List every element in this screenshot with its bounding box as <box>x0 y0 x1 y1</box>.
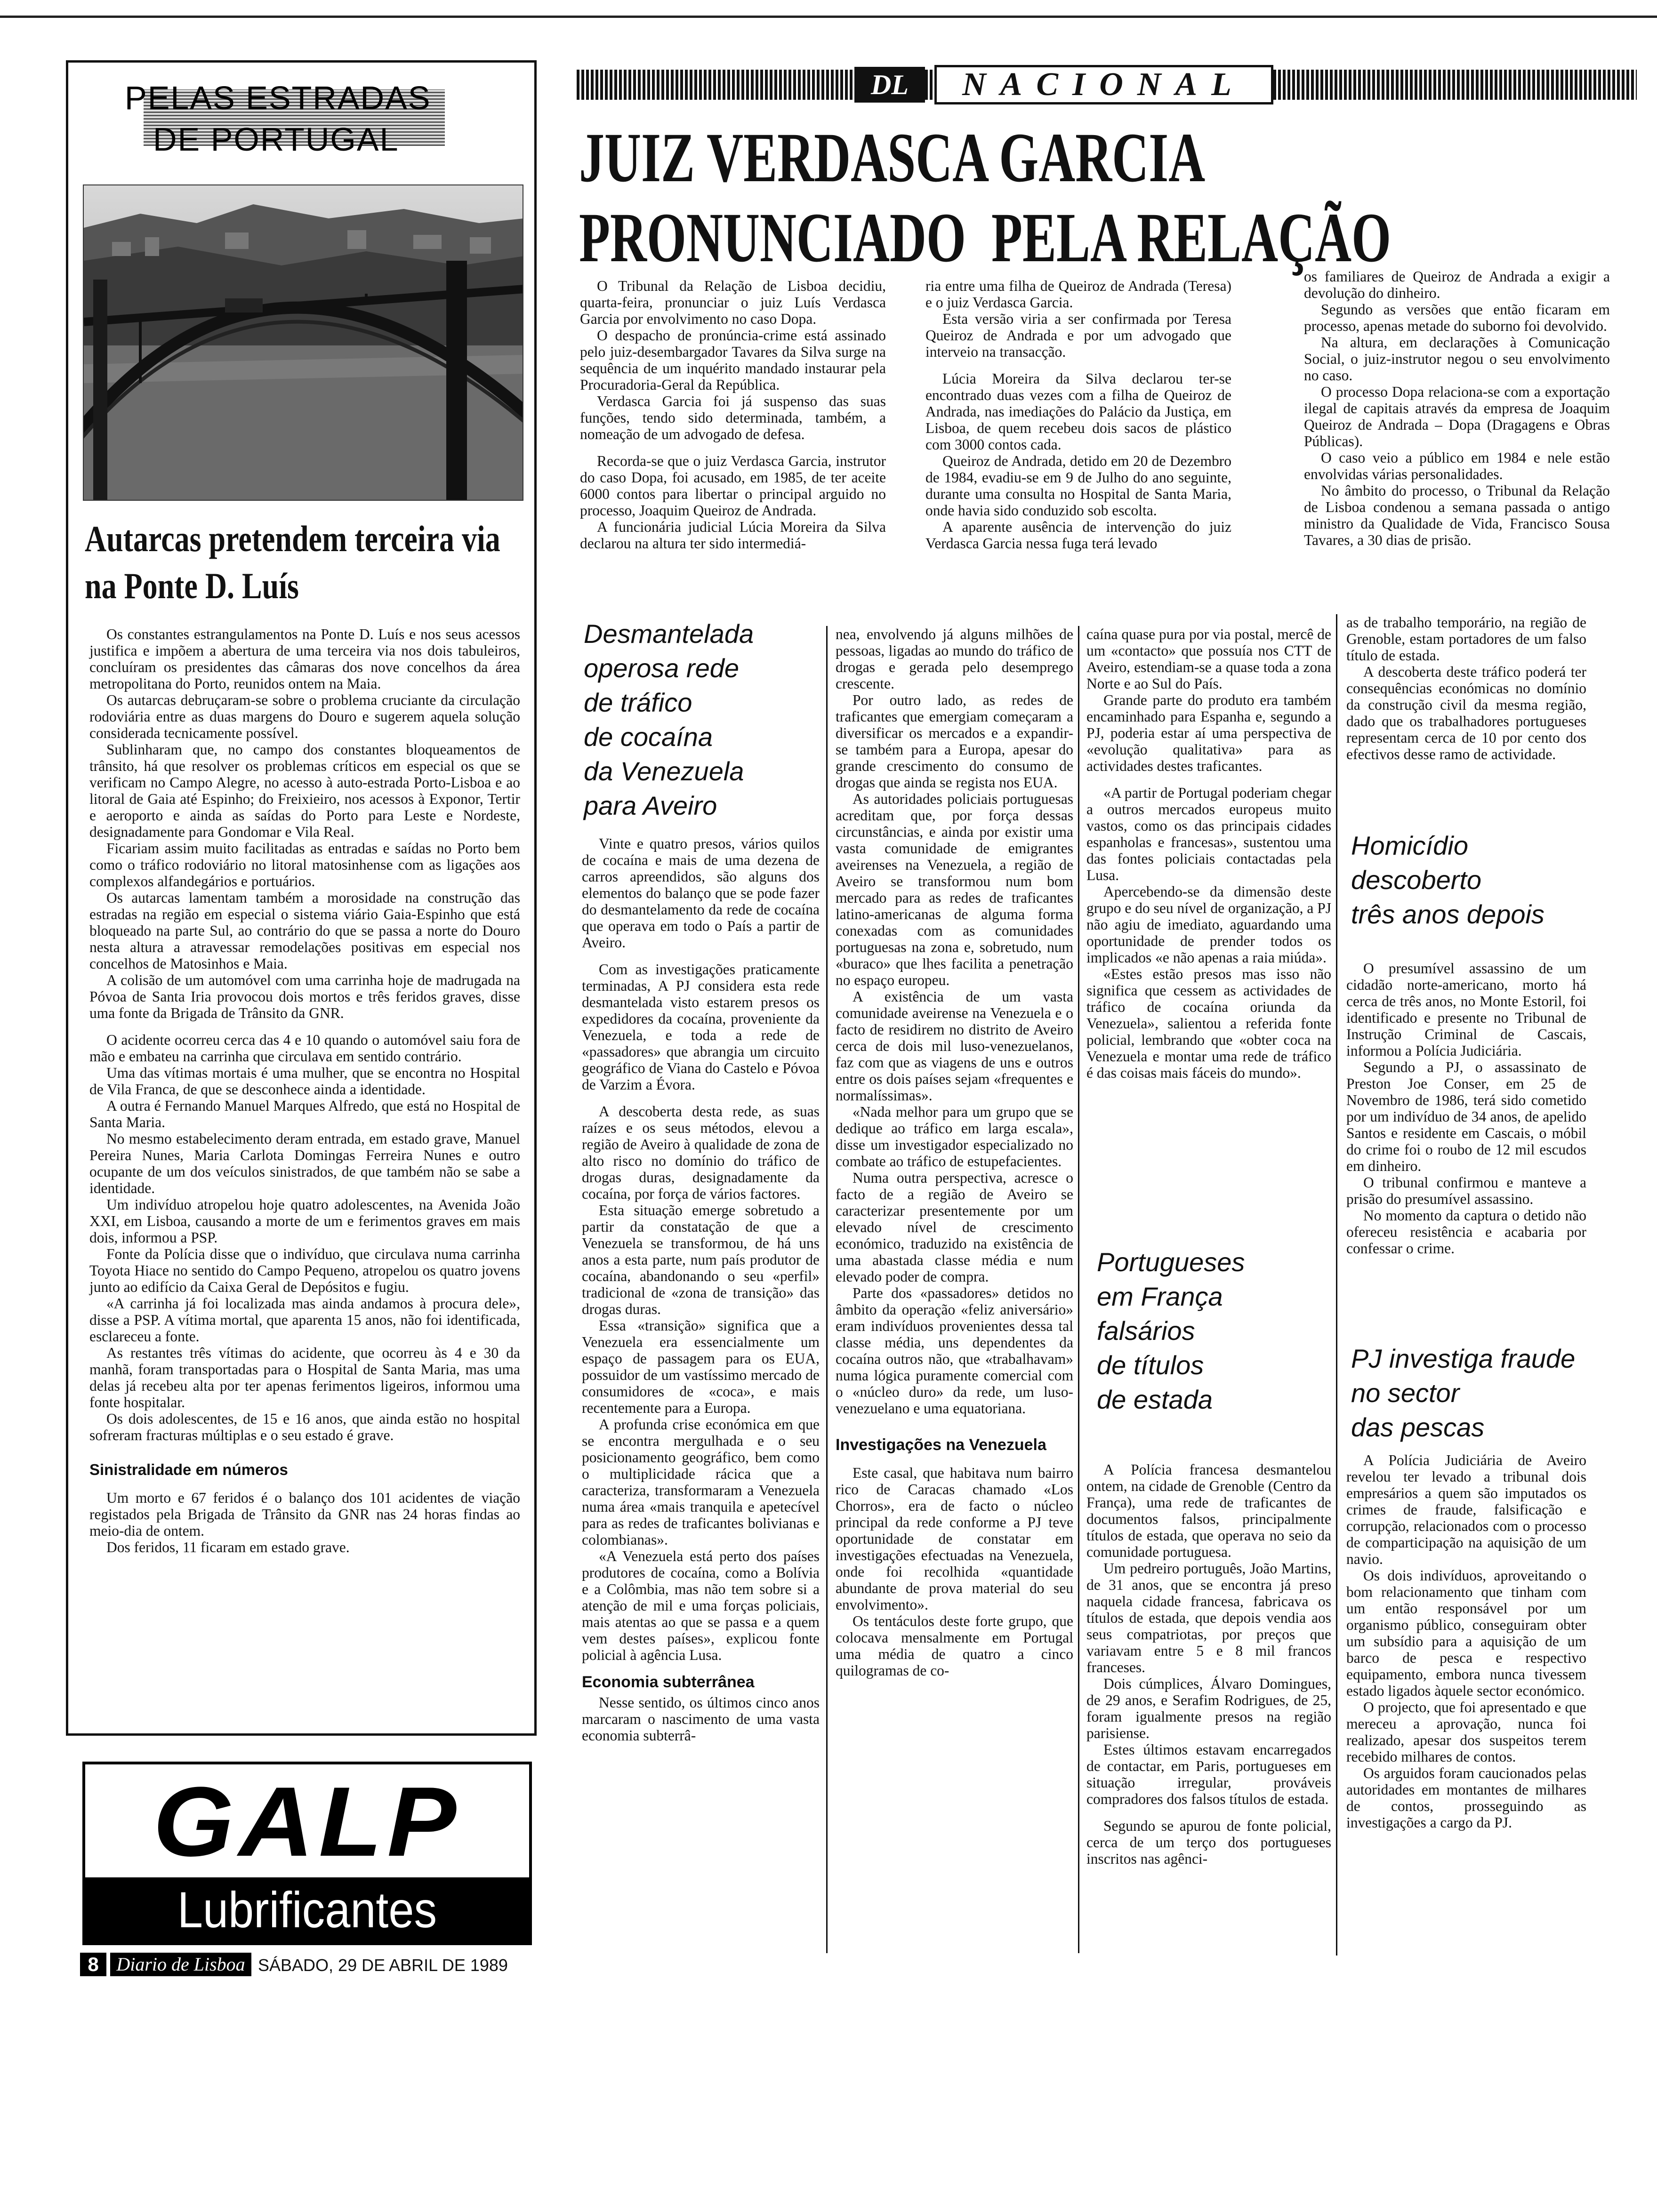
paragraph: A descoberta desta rede, as suas raízes e os seus métodos, elevou a região de Aveiro à qualidade de zona de alto risco no domínio do tráfico de drogas duras, designadamente da cocaína, por força de vários factores. <box>582 1103 820 1202</box>
paragraph: Dos feridos, 11 ficaram em estado grave. <box>106 1539 350 1555</box>
france-headline-line: de estada <box>1097 1385 1213 1414</box>
footer <box>80 1952 645 1980</box>
paragraph: A aparente ausência de intervenção do juiz Verdasca Garcia nessa fuga terá levado <box>925 519 1231 552</box>
paragraph: Por outro lado, as redes de traficantes que emergiam começaram a diversificar os mercados e a expandir-se também para a Europa, apesar do grande crescimento do consumo de drogas que ainda se regista nos EUA. <box>836 692 1073 791</box>
paragraph: A Polícia Judiciária de Aveiro revelou ter levado a tribunal dois empresários a quem são imputados os crimes de fraude, falsificação e corrupção, relacionados com o processo de comparticipação na aquisição de um navio. <box>1346 1452 1586 1567</box>
paragraph: nea, envolvendo já alguns milhões de pessoas, ligadas ao mundo do tráfico de drogas e gerada pelo desemprego crescente. <box>836 626 1073 692</box>
france-story-continued <box>1346 614 1586 762</box>
main-headline <box>579 118 1392 278</box>
drug-headline-line: operosa rede <box>584 653 740 683</box>
paragraph: Esta situação emerge sobretudo a partir da constatação de que a Venezuela se transformou, de há uns anos a esta parte, num país produtor de cocaína, abandonando o seu «perfil» tradicional de «zona de transição» das drogas duras. <box>582 1202 820 1317</box>
left-article-body <box>89 626 520 1555</box>
paragraph: As autoridades policiais portuguesas acreditam que, por força dessas circunstâncias, e ainda por existir uma vasta comunidade de emigrantes aveirenses na Venezuela, a região de Aveiro se transformou num bom mercado para as redes de traficantes latino-americanas de alguma forma conexadas com as comunidades portuguesas na zona e, sobretudo, num «buraco» que lhes facilita a penetração no espaço europeu. <box>836 791 1073 988</box>
drug-story-col1 <box>582 835 820 1744</box>
paragraph: Uma das vítimas mortais é uma mulher, que se encontra no Hospital de Vila Franca, de que se desconhece ainda a identidade. <box>89 1065 520 1098</box>
homicide-headline-line: descoberto <box>1351 865 1482 895</box>
paragraph: Recorda-se que o juiz Verdasca Garcia, instrutor do caso Dopa, foi acusado, em 1985, de ter aceite 6000 contos para libertar o principal arguido no processo, Joaquim Queiroz de Andrada. <box>580 453 886 519</box>
fraud-headline-line: no sector <box>1351 1378 1460 1408</box>
paragraph: os familiares de Queiroz de Andrada a exigir a devolução do dinheiro. <box>1304 268 1610 301</box>
paragraph: Dois cúmplices, Álvaro Domingues, de 29 anos, e Serafim Rodrigues, de 25, foram igualmente presos na região parisiense. <box>1086 1675 1331 1741</box>
paragraph: Lúcia Moreira da Silva declarou ter-se encontrado duas vezes com a filha de Queiroz de Andrada, nas imediações do Palácio da Justiça, em Lisboa, de quem recebeu dois sacos de plástico com 3000 contos cada. <box>925 370 1231 453</box>
issue-date: SÁBADO, 29 DE ABRIL DE 1989 <box>258 1956 508 1975</box>
drug-story-col3 <box>1086 626 1331 1081</box>
paragraph: No âmbito do processo, o Tribunal da Relação de Lisboa condenou a semana passada o antigo ministro da Qualidade de Vida, Francisco Sousa Tavares, a 30 dias de prisão. <box>1304 482 1610 548</box>
homicide-headline-line: três anos depois <box>1351 899 1544 929</box>
paragraph: As restantes três vítimas do acidente, que ocorreu às 4 e 30 da manhã, foram transportadas para o Hospital de Santa Maria, mas uma delas já recebeu alta por ter apenas ferimentos ligeiros, informou uma fonte hospitalar. <box>89 1345 520 1411</box>
paragraph: Este casal, que habitava num bairro rico de Caracas chamado «Los Chorros», era de facto o núcleo principal da rede conforme a PJ teve oportunidade de constatar em investigações efectuadas na Venezuela, onde foi recolhida «quantidade abundante de prova material do seu envolvimento». <box>836 1465 1073 1613</box>
paragraph: O acidente ocorreu cerca das 4 e 10 quando o automóvel saiu fora de mão e embateu na carrinha que circulava em sentido contrário. <box>89 1032 520 1065</box>
homicide-story-body <box>1346 960 1586 1257</box>
fraud-story-body <box>1346 1452 1586 1831</box>
paragraph: Os tentáculos deste forte grupo, que colocava mensalmente em Portugal uma média de quatro a cinco quilogramas de co- <box>836 1613 1073 1679</box>
page-top-edge <box>0 0 1657 18</box>
fraud-headline-line: PJ investiga fraude <box>1351 1344 1576 1373</box>
paragraph: Estes últimos estavam encarregados de contactar, em Paris, portugueses em situação irregular, prováveis compradores dos falsos títulos de estada. <box>1086 1741 1331 1807</box>
paragraph: Sublinharam que, no campo dos constantes bloqueamentos de trânsito, há que resolver os problemas críticos em especial os que se verificam no Campo Alegre, no acesso à auto-estrada Porto-Lisboa e ao litoral de Gaia até Espinho; do Freixieiro, nos acessos à Exponor, Tertir e aeroporto e ainda as saídas do Porto para Leste e Nordeste, designadamente para Gondomar e Vila Real. <box>89 741 520 840</box>
france-headline-line: em França <box>1097 1282 1223 1311</box>
paragraph: A funcionária judicial Lúcia Moreira da Silva declarou na altura ter sido intermediá- <box>580 519 886 552</box>
subhead: Sinistralidade em números <box>89 1461 288 1478</box>
left-headline: Autarcas pretendem terceira via na Ponte D. Luís <box>85 518 500 606</box>
main-headline-line1: JUIZ VERDASCA GARCIA <box>579 119 1206 197</box>
france-story-headline <box>1097 1245 1332 1417</box>
paragraph: Os autarcas debruçaram-se sobre o problema cruciante da circulação rodoviária entre as duas margens do Douro e sugerem aquela solução considerada tecnicamente possível. <box>89 692 520 741</box>
dl-logo: DL <box>871 69 909 100</box>
galp-logo: GALP <box>153 1766 461 1877</box>
paragraph: Segundo a PJ, o assassinato de Preston Joe Conser, em 25 de Novembro de 1986, terá sido cometido por um indivíduo de 34 anos, de apelido Santos e residente em Cascais, o móbil do crime foi o roubo de 12 mil escudos em dinheiro. <box>1346 1059 1586 1174</box>
paragraph: Segundo as versões que então ficaram em processo, apenas metade do suborno foi devolvido. <box>1304 301 1610 334</box>
paragraph: «A Venezuela está perto dos países produtores de cocaína, como a Bolívia e a Colômbia, mas não tem sobre si a atenção de mil e uma forças policiais, mais atentas ao que se passa e a quem vem destes países», explicou fonte policial à agência Lusa. <box>582 1548 820 1663</box>
paragraph: A outra é Fernando Manuel Marques Alfredo, que está no Hospital de Santa Maria. <box>89 1098 520 1130</box>
paragraph: Os dois indivíduos, aproveitando o bom relacionamento que tinham com um então responsável por um organismo público, conseguiram obter um subsídio para a aquisição de um barco de pesca e respectivo equipamento, embora nunca tivessem estado ligados àquele sector económico. <box>1346 1567 1586 1699</box>
feature-title-line1: PELAS ESTRADAS <box>125 80 431 116</box>
bridge-photo <box>83 184 523 501</box>
bridge-photo-illustration <box>84 185 523 501</box>
homicide-headline <box>1351 828 1596 931</box>
paragraph: Apercebendo-se da dimensão deste grupo e do seu nível de organização, a PJ não agiu de imediato, aguardando uma oportunidade de prender todos os implicados «e não apenas a raia miúda». <box>1086 883 1331 966</box>
drug-headline-line: de cocaína <box>584 722 713 752</box>
paragraph: ria entre uma filha de Queiroz de Andrada (Teresa) e o juiz Verdasca Garcia. <box>925 278 1231 311</box>
paragraph: Nesse sentido, os últimos cinco anos marcaram o nascimento de uma vasta economia subterrâ- <box>582 1694 820 1744</box>
paragraph: «A carrinha já foi localizada mas ainda andamos à procura dele», disse a PSP. A vítima mortal, que aparenta 15 anos, não foi identificada, esclareceu a fonte. <box>89 1295 520 1345</box>
masthead: Diario de Lisboa <box>116 1954 245 1975</box>
france-story-body <box>1086 1461 1331 1867</box>
homicide-headline-line: Homicídio <box>1351 831 1468 860</box>
drug-headline-line: de tráfico <box>584 688 692 717</box>
main-story-col1 <box>580 278 886 552</box>
paragraph: Ficariam assim muito facilitadas as entradas e saídas no Porto bem como o tráfico rodoviário no litoral matosinhense com as ligações aos complexos alfandegários e portuários. <box>89 840 520 890</box>
main-headline-line2: PRONUNCIADO PELA RELAÇÃO <box>579 199 1392 277</box>
france-headline-line: de títulos <box>1097 1350 1204 1380</box>
drug-story-col2 <box>836 626 1073 1679</box>
paragraph: Verdasca Garcia foi já suspenso das suas funções, tendo sido determinada, também, a nomeação de um advogado de defesa. <box>580 393 886 442</box>
paragraph: Os autarcas lamentam também a morosidade na construção das estradas na região em especial o sistema viário Gaia-Espinho que está bloqueado na parte Sul, ao contrário do que se passa a norte do Douro nesta altura a atravessar remodelações positivas em especial nos concelhos de Matosinhos e Maia. <box>89 890 520 972</box>
paragraph: Com as investigações praticamente terminadas, A PJ considera esta rede desmantelada visto estarem presos os expedidores da cocaína, proveniente da Venezuela, e toda a rede de «passadores» que abrangia um circuito geográfico de Viana do Castelo e Póvoa de Varzim a Évora. <box>582 961 820 1093</box>
paragraph: O caso veio a público em 1984 e nele estão envolvidas várias personalidades. <box>1304 449 1610 482</box>
column-rule <box>1078 626 1079 1953</box>
fraud-headline-line: das pescas <box>1351 1412 1485 1442</box>
paragraph: Esta versão viria a ser confirmada por Teresa Queiroz de Andrada e por um advogado que interveio na transacção. <box>925 311 1231 360</box>
paragraph: Parte dos «passadores» detidos no âmbito da operação «feliz aniversário» eram indivíduos provenientes dessa tal classe média, uns dependentes da cocaína outros não, que «trabalhavam» numa lógica puramente comercial com o «núcleo duro» da rede, um luso-venezuelano e uma equatoriana. <box>836 1285 1073 1417</box>
feature-title-line2: DE PORTUGAL <box>153 121 399 158</box>
paragraph: Um morto e 67 feridos é o balanço dos 101 acidentes de viação registados pela Brigada de Trânsito da GNR nas 24 horas findas ao meio-dia de ontem. <box>89 1490 520 1539</box>
section-name: NACIONAL <box>962 66 1246 103</box>
main-story-col2 <box>925 278 1231 552</box>
subhead: Economia subterrânea <box>582 1673 755 1691</box>
paragraph: Numa outra perspectiva, acresce o facto de a região de Aveiro se caracterizar presentemente por um elevado nível de crescimento económico, traduzido na existência de uma abastada classe média e num elevado poder de compra. <box>836 1170 1073 1285</box>
drug-headline-line: para Aveiro <box>584 791 717 820</box>
paragraph: Grande parte do produto era também encaminhado para Espanha e, segundo a PJ, poderia estar aí uma perspectiva de «evolução qualitativa» para as actividades destes traficantes. <box>1086 692 1331 774</box>
column-rule <box>1336 614 1337 1956</box>
paragraph: Essa «transição» significa que a Venezuela era essencialmente um espaço de passagem para os EUA, possuidor de um vastíssimo mercado de consumidores de «coca», e mais recentemente para a Europa. <box>582 1317 820 1416</box>
paragraph: No mesmo estabelecimento deram entrada, em estado grave, Manuel Pereira Nunes, Maria Carlota Domingas Ferreira Nunes e outro ocupante de um dos veículos sinistrados, de que também não se sabe a identidade. <box>89 1130 520 1196</box>
paragraph: A existência de um vasta comunidade aveirense na Venezuela e o facto de residirem no distrito de Aveiro cerca de dois mil luso-venezuelanos, faz com que as viagens de uns e outros entre os dois países sejam «frequentes e normalíssimas». <box>836 988 1073 1104</box>
feature-title <box>115 75 492 169</box>
drug-story-headline <box>584 617 819 823</box>
paragraph: O despacho de pronúncia-crime está assinado pelo juiz-desembargador Tavares da Silva surge na sequência de um inquérito mandado instaurar pela Procuradoria-Geral da República. <box>580 327 886 393</box>
paragraph: O presumível assassino de um cidadão norte-americano, morto há cerca de três anos, no Monte Estoril, foi identificado e presente no Tribunal de Instrução Criminal de Cascais, informou a Polícia Judiciária. <box>1346 960 1586 1059</box>
paragraph: «A partir de Portugal poderiam chegar a outros mercados europeus muito vastos, como os das principais cidades espanholas e francesas», sustentou uma das fontes policiais contactadas pela Lusa. <box>1086 785 1331 883</box>
paragraph: A profunda crise económica em que se encontra mergulhada e o seu posicionamento geográfico, bem como o multiplicidade rácica que a caracteriza, transformaram a Venezuela numa área «mais tranquila e apetecível para as redes de traficantes bolivianas e colombianas». <box>582 1416 820 1548</box>
paragraph: Fonte da Polícia disse que o indivíduo, que circulava numa carrinha Toyota Hiace no sentido do Campo Pequeno, atropelou os quatro jovens junto ao edifício da Caixa Geral de Depósitos e fugiu. <box>89 1246 520 1295</box>
paragraph: A colisão de um automóvel com uma carrinha hoje de madrugada na Póvoa de Santa Iria provocou dois mortos e três feridos graves, disse uma fonte da Brigada de Trânsito da GNR. <box>89 972 520 1021</box>
paragraph: Segundo se apurou de fonte policial, cerca de um terço dos portugueses inscritos nas agênci- <box>1086 1818 1331 1867</box>
paragraph: «Nada melhor para um grupo que se dedique ao tráfico em larga escala», disse um investigador especializado no combate ao tráfico de estupefacientes. <box>836 1104 1073 1170</box>
drug-headline-line: da Venezuela <box>584 756 744 786</box>
subhead: Investigações na Venezuela <box>836 1436 1046 1454</box>
paragraph: Um indivíduo atropelou hoje quatro adolescentes, na Avenida João XXI, em Lisboa, causando a morte de um e ferimentos graves em mais dois, informou a PSP. <box>89 1196 520 1246</box>
paragraph: O tribunal confirmou e manteve a prisão do presumível assassino. <box>1346 1174 1586 1207</box>
section-banner <box>577 60 1637 107</box>
paragraph: caína quase pura por via postal, mercê de um «contacto» que possuía nos CTT de Aveiro, estendiam-se a quase toda a zona Norte e ao Sul do País. <box>1086 626 1331 692</box>
paragraph: Os dois adolescentes, de 15 e 16 anos, que ainda estão no hospital sofreram fracturas múltiplas e o seu estado é grave. <box>89 1411 520 1443</box>
paragraph: A descoberta deste tráfico poderá ter consequências económicas no domínio da construção civil da mesma região, dado que os trabalhadores portugueses representam cerca de 10 por cento dos efectivos desse ramo de actividade. <box>1346 664 1586 762</box>
paragraph: Vinte e quatro presos, vários quilos de cocaína e mais de uma dezena de carros apreendidos, são alguns dos elementos do balanço que se pode fazer do desmantelamento da rede de cocaína que operava em todo o País a partir de Aveiro. <box>582 835 820 951</box>
france-headline-line: falsários <box>1097 1316 1195 1346</box>
main-story-col3 <box>1304 268 1610 548</box>
galp-product: Lubrificantes <box>177 1881 437 1938</box>
paragraph: Um pedreiro português, João Martins, de 31 anos, que se encontra já preso naquela cidade francesa, fabricava os títulos de estada, que depois vendia aos seus compatriotas, por preços que variavam entre 5 e 8 mil francos franceses. <box>1086 1560 1331 1675</box>
paragraph: O processo Dopa relaciona-se com a exportação ilegal de capitais através da empresa de Joaquim Queiroz de Andrada – Dopa (Dragagens e Obras Públicas). <box>1304 384 1610 449</box>
france-headline-line: Portugueses <box>1097 1247 1245 1277</box>
paragraph: as de trabalho temporário, na região de Grenoble, estam portadores de um falso título de estada. <box>1346 614 1586 664</box>
paragraph: No momento da captura o detido não ofereceu resistência e acabaria por confessar o crime. <box>1346 1207 1586 1257</box>
paragraph: O projecto, que foi apresentado e que mereceu a aprovação, nunca foi realizado, apesar dos suspeitos terem recebido milhares de contos. <box>1346 1699 1586 1765</box>
column-rule <box>826 626 828 1953</box>
paragraph: Na altura, em declarações à Comunicação Social, o juiz-instrutor negou o seu envolvimento no caso. <box>1304 334 1610 384</box>
fraud-headline <box>1351 1341 1615 1444</box>
galp-ad <box>82 1762 532 1945</box>
paragraph: A Polícia francesa desmantelou ontem, na cidade de Grenoble (Centro da França), uma rede de traficantes de documentos falsos, principalmente títulos de estada, que operava no seio da comunidade portuguesa. <box>1086 1461 1331 1560</box>
paragraph: Os constantes estrangulamentos na Ponte D. Luís e nos seus acessos justifica e impõem a abertura de uma terceira via nos dois tabuleiros, concluíram os presidentes das câmaras dos nove concelhos da área metropolitana do Porto, reunidos ontem na Maia. <box>89 626 520 692</box>
drug-headline-line: Desmantelada <box>584 619 754 649</box>
paragraph: Os arguidos foram caucionados pelas autoridades em montantes de milhares de contos, prosseguindo as investigações a cargo da PJ. <box>1346 1765 1586 1831</box>
paragraph: O Tribunal da Relação de Lisboa decidiu, quarta-feira, pronunciar o juiz Luís Verdasca Garcia por envolvimento no caso Dopa. <box>580 278 886 327</box>
page-number: 8 <box>88 1953 99 1975</box>
paragraph: Queiroz de Andrada, detido em 20 de Dezembro de 1984, evadiu-se em 9 de Julho do ano seguinte, durante uma consulta no Hospital de Santa Maria, onde havia sido conduzido sob escolta. <box>925 453 1231 519</box>
paragraph: «Estes estão presos mas isso não significa que cessem as actividades de tráfico de cocaína oriunda da Venezuela», salientou a referida fonte policial, lembrando que «obter coca na Venezuela e montar uma rede de tráfico é das coisas mais fáceis do mundo». <box>1086 966 1331 1081</box>
